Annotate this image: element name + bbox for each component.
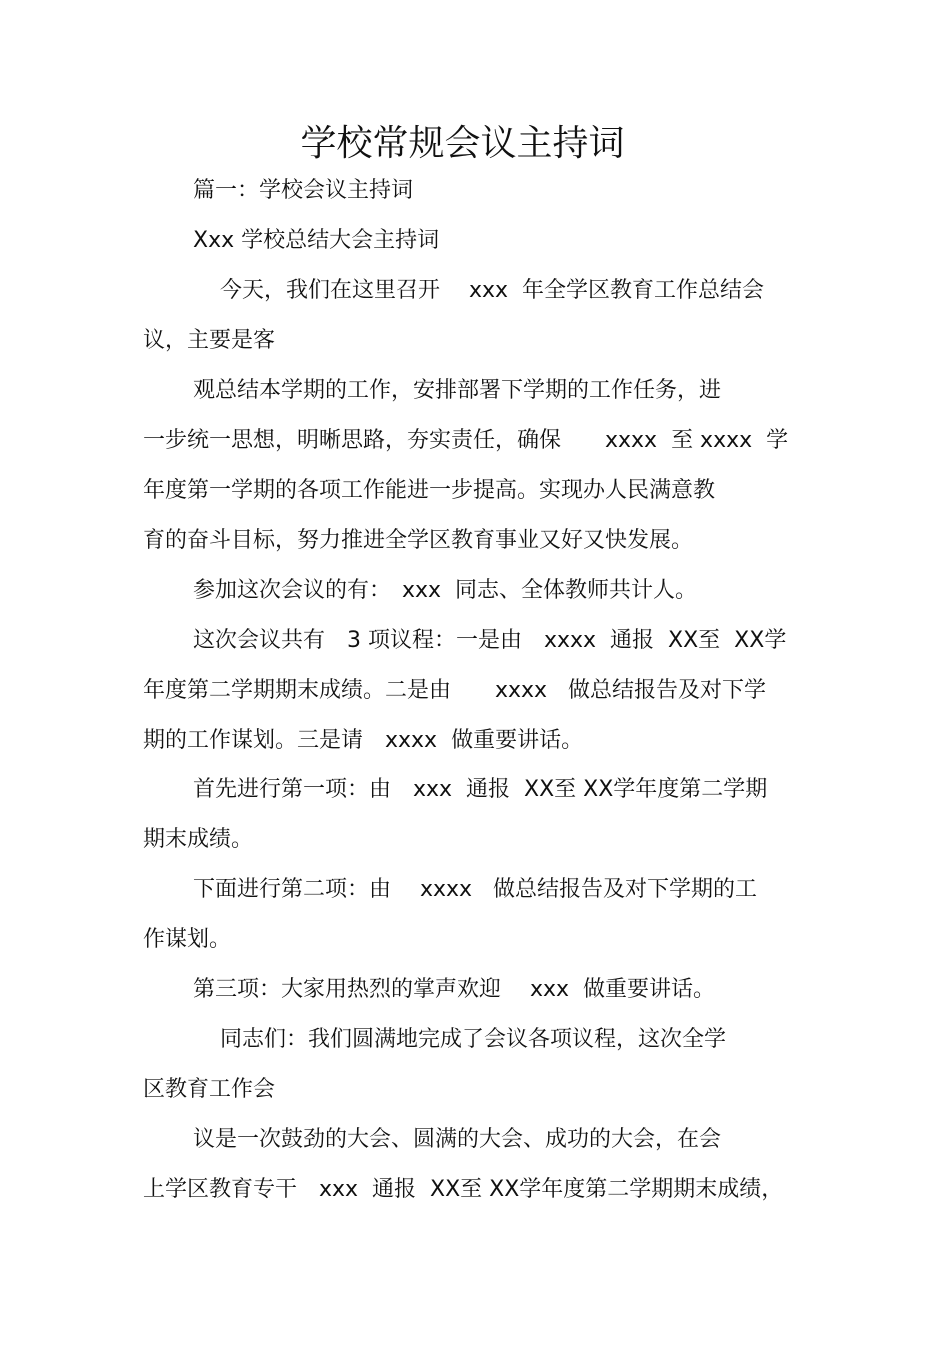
text-line: 一步统一思想，明晰思路，夯实责任，确保 xxxx 至 xxxx 学 — [143, 428, 789, 453]
text-line: 议是一次鼓劲的大会、圆满的大会、成功的大会，在会 — [193, 1127, 722, 1152]
text-line: 育的奋斗目标，努力推进全学区教育事业又好又快发展。 — [143, 528, 694, 553]
text-line: 篇一：学校会议主持词 — [193, 178, 414, 203]
text-line: 年度第二学期期末成绩。二是由 xxxx 做总结报告及对下学 — [143, 678, 767, 703]
text-line: 年度第一学期的各项工作能进一步提高。实现办人民满意教 — [143, 478, 716, 503]
text-line: 首先进行第一项：由 xxx 通报 XX至 XX学年度第二学期 — [193, 777, 768, 802]
document-title: 学校常规会议主持词 — [300, 123, 625, 164]
text-line: 这次会议共有 3 项议程：一是由 xxxx 通报 XX至 XX学 — [193, 628, 787, 653]
text-line: 同志们：我们圆满地完成了会议各项议程，这次全学 — [220, 1027, 727, 1052]
text-line: 议，主要是客 — [143, 328, 276, 353]
text-line: 作谋划。 — [143, 927, 232, 952]
text-line: 参加这次会议的有： xxx 同志、全体教师共计人。 — [193, 578, 698, 603]
text-line: Xxx 学校总结大会主持词 — [193, 228, 440, 253]
text-line: 期的工作谋划。三是请 xxxx 做重要讲话。 — [143, 728, 584, 753]
text-line: 期末成绩。 — [143, 827, 254, 852]
text-line: 区教育工作会 — [143, 1077, 276, 1102]
text-line: 上学区教育专干 xxx 通报 XX至 XX学年度第二学期期末成绩， — [143, 1177, 784, 1202]
text-line: 观总结本学期的工作，安排部署下学期的工作任务，进 — [193, 378, 722, 403]
text-line: 今天，我们在这里召开 xxx 年全学区教育工作总结会 — [220, 278, 765, 303]
text-line: 下面进行第二项：由 xxxx 做总结报告及对下学期的工 — [193, 877, 758, 902]
text-line: 第三项：大家用热烈的掌声欢迎 xxx 做重要讲话。 — [193, 977, 716, 1002]
